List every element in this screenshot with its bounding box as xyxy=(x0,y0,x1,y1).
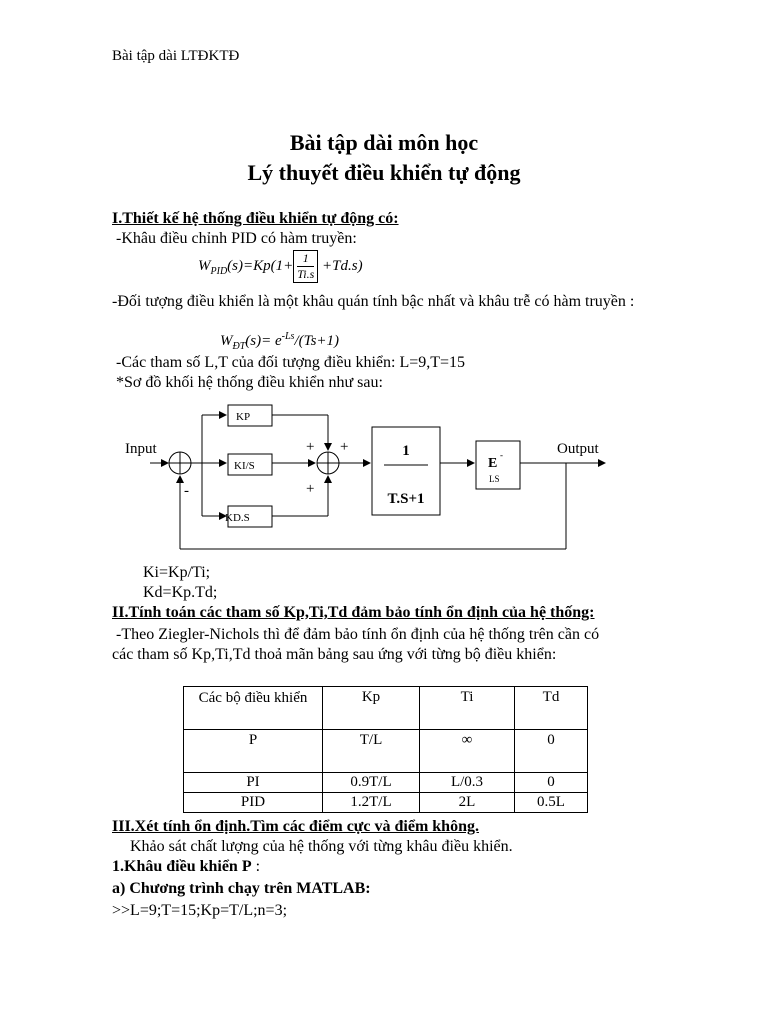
plus-sign-right: + xyxy=(340,439,349,455)
plus-sign-bottom: + xyxy=(306,481,315,497)
table-header-cell: Kp xyxy=(323,687,420,730)
table-row xyxy=(184,730,588,773)
table-row xyxy=(184,773,588,793)
delay-sup: - xyxy=(500,450,503,460)
plus-sign-top: + xyxy=(306,439,315,455)
obj-formula-sup: -Ls xyxy=(281,331,295,342)
block-diagram xyxy=(0,395,768,560)
obj-formula-end: /(Ts+1) xyxy=(294,333,340,349)
delay-sub: LS xyxy=(489,474,500,484)
delay-label: E xyxy=(488,456,498,471)
table-cell: T/L xyxy=(323,730,420,773)
table-cell: PID xyxy=(184,793,323,813)
section3-heading: III.Xét tính ổn định.Tìm các điểm cực và điểm không. xyxy=(112,818,479,835)
table-header-row xyxy=(184,687,588,730)
pid-formula-sub: PID xyxy=(210,265,228,277)
obj-formula-lhs: W xyxy=(220,333,233,349)
object-params: -Các tham số L,T của đối tượng điều khiển: L=9,T=15 xyxy=(116,354,466,371)
section3-sub1 xyxy=(112,858,260,876)
table-cell: 1.2T/L xyxy=(323,793,420,813)
diagram-intro: *Sơ đồ khối hệ thống điều khiển như sau: xyxy=(116,374,383,391)
page-header: Bài tập dài LTĐKTĐ xyxy=(112,48,240,64)
table-cell: 2L xyxy=(420,793,515,813)
page-title-line2: Lý thuyết điều khiển tự động xyxy=(247,160,521,185)
pid-frac-num: 1 xyxy=(297,251,314,267)
table-cell: PI xyxy=(184,773,323,793)
diagram-input-label: Input xyxy=(125,441,157,457)
tf-numerator: 1 xyxy=(402,443,410,459)
table-cell: 0.9T/L xyxy=(323,773,420,793)
ziegler-nichols-table xyxy=(183,686,588,813)
section1-heading: I.Thiết kế hệ thống điều khiển tự động có: xyxy=(112,210,399,227)
obj-formula-mid: (s)= e xyxy=(245,333,282,349)
pid-frac-den: Ti.s xyxy=(297,267,315,281)
page-title-line1: Bài tập dài môn học xyxy=(289,130,479,155)
section3-sub1-tail: : xyxy=(251,858,261,875)
minus-sign-1: - xyxy=(184,483,189,499)
object-formula xyxy=(220,331,339,352)
table-header-cell: Các bộ điều khiển xyxy=(184,687,323,730)
section2-heading: II.Tính toán các tham số Kp,Ti,Td đảm bảo tính ổn định của hệ thống: xyxy=(112,604,595,621)
tf-denominator: T.S+1 xyxy=(387,491,425,507)
ki-label: KI/S xyxy=(234,460,255,472)
table-header-cell: Td xyxy=(515,687,588,730)
kd-equation: Kd=Kp.Td; xyxy=(143,584,218,601)
pid-formula-end: +Td.s) xyxy=(322,257,363,274)
table-row xyxy=(184,793,588,813)
section3-line1: Khảo sát chất lượng của hệ thống với từng khâu điều khiển. xyxy=(130,838,513,855)
table-cell: P xyxy=(184,730,323,773)
pid-formula-mid: (s)=Kp(1+ xyxy=(227,257,294,274)
pid-intro: -Khâu điều chỉnh PID có hàm truyền: xyxy=(116,230,357,247)
table-cell: 0.5L xyxy=(515,793,588,813)
section3-sub-a: a) Chương trình chạy trên MATLAB: xyxy=(112,880,371,897)
section2-line2: các tham số Kp,Ti,Td thoả mãn bảng sau ứng với từng bộ điều khiển: xyxy=(112,646,557,663)
obj-formula-sub: ĐT xyxy=(232,341,246,352)
pid-fraction xyxy=(293,250,318,283)
kp-label: KP xyxy=(236,411,251,423)
table-header-cell: Ti xyxy=(420,687,515,730)
matlab-code-line: >>L=9;T=15;Kp=T/L;n=3; xyxy=(112,902,288,919)
section2-line1: -Theo Ziegler-Nichols thì để đảm bảo tính ổn định của hệ thống trên cần có xyxy=(116,626,600,643)
table-cell: ∞ xyxy=(420,730,515,773)
ki-equation: Ki=Kp/Ti; xyxy=(143,564,211,581)
section3-sub1-label: 1.Khâu điều khiển P xyxy=(112,858,252,875)
object-intro: -Đối tượng điều khiển là một khâu quán tính bậc nhất và khâu trễ có hàm truyền : xyxy=(112,293,635,310)
kd-label: KD.S xyxy=(225,512,250,524)
table-cell: L/0.3 xyxy=(420,773,515,793)
table-cell: 0 xyxy=(515,773,588,793)
pid-formula-lhs: W xyxy=(198,257,211,274)
diagram-output-label: Output xyxy=(557,441,599,457)
pid-formula xyxy=(198,250,363,283)
table-cell: 0 xyxy=(515,730,588,773)
